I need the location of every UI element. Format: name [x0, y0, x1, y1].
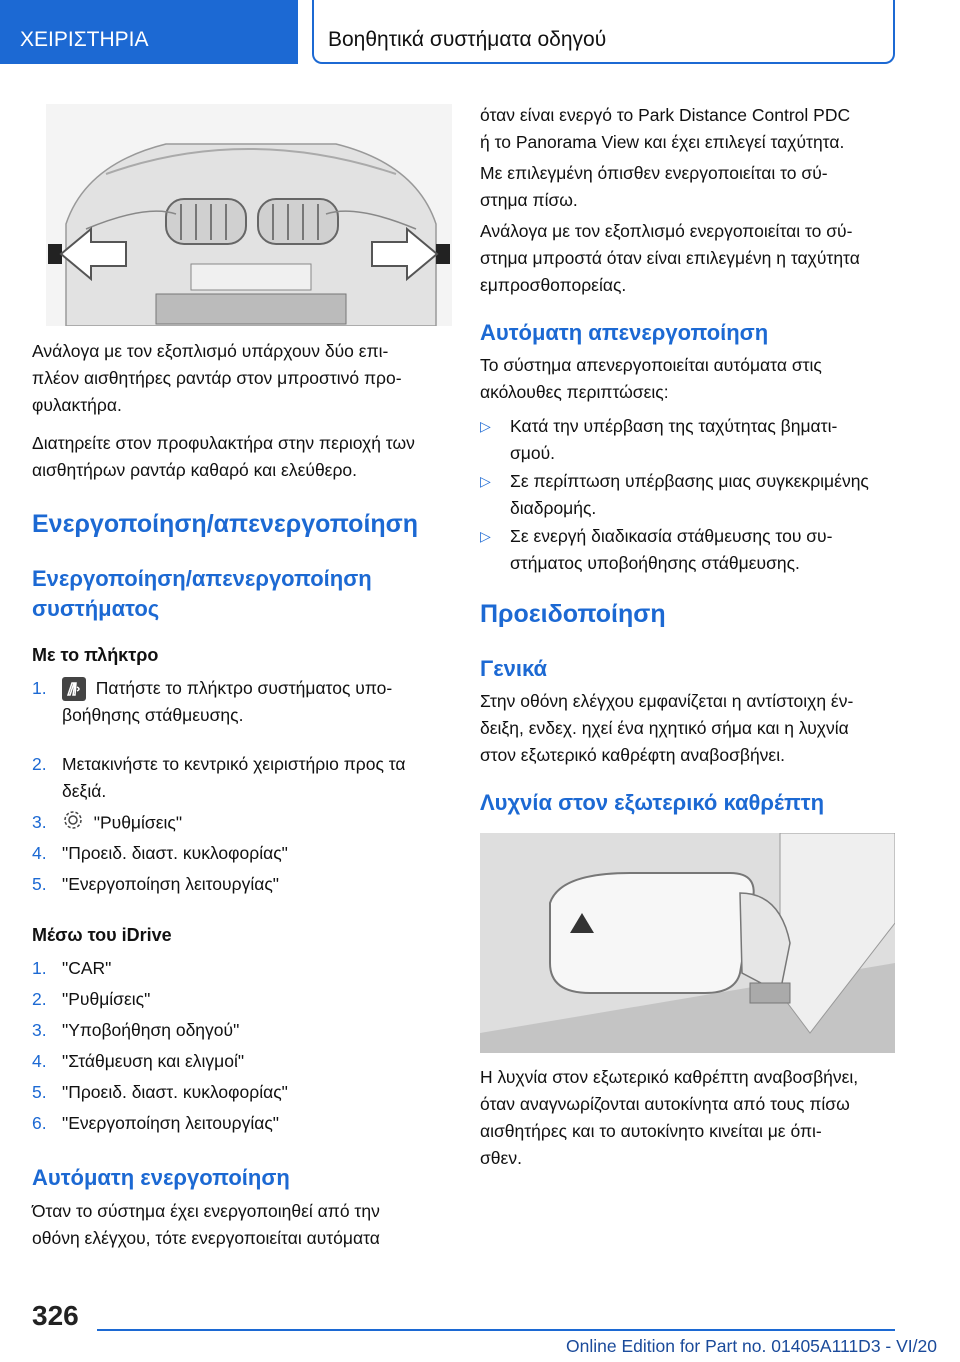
list-item: 4. "Στάθμευση και ελιγμοί"	[32, 1051, 245, 1071]
paragraph-keep-clean: Διατηρείτε στον προφυλακτήρα στην περιοχή των αισθητήρων ραντάρ καθαρό και ελεύθερο.	[32, 433, 415, 480]
heading-activation: Ενεργοποίηση/απενεργοποίηση	[32, 510, 419, 538]
list-item: 3. "Ρυθμίσεις"	[32, 809, 447, 839]
list-item: 5. "Προειδ. διαστ. κυκλοφορίας"	[32, 1082, 288, 1102]
paragraph-mirror-light: Η λυχνία στον εξωτερικό καθρέπτη αναβοσβήνει, όταν αναγνωρίζονται αυτοκίνητα από τους πίσω αισθητήρες και το αυτοκίνητο κινείται με όπι- σθεν.	[480, 1067, 859, 1168]
heading-auto-activation: Αυτόματη ενεργοποίηση	[32, 1165, 290, 1190]
list-item: 4. "Προειδ. διαστ. κυκλοφορίας"	[32, 843, 288, 863]
triangle-right-icon: ▷	[480, 528, 491, 544]
list-item: 3. "Υποβοήθηση οδηγού"	[32, 1020, 240, 1040]
paragraph-pdc: όταν είναι ενεργό το Park Distance Control PDC ή το Panorama View και έχει επιλεγεί ταχύτητα.	[480, 105, 851, 152]
heading-system-activation: Ενεργοποίηση/απενεργοποίηση συστήματος	[32, 566, 372, 621]
paragraph-radar-sensors: Ανάλογα με τον εξοπλισμό υπάρχουν δύο επι- πλέον αισθητήρες ραντάρ στον μπροστινό προ- φυλακτήρα.	[32, 341, 402, 415]
parking-assist-button-icon	[62, 677, 86, 701]
gear-icon	[62, 809, 84, 839]
heading-via-idrive: Μέσω του iDrive	[32, 925, 172, 945]
paragraph-general: Στην οθόνη ελέγχου εμφανίζεται η αντίστοιχη έν- δειξη, ενδεχ. ηχεί ένα ηχητικό σήμα και η λυχνία στον εξωτερικό καθρέφτη αναβοσβήνει.	[480, 691, 854, 765]
heading-warning: Προειδοποίηση	[480, 600, 666, 628]
chapter-tab	[312, 0, 895, 64]
heading-general: Γενικά	[480, 656, 548, 681]
list-item: 2. Μετακινήστε το κεντρικό χειριστήριο προς τα δεξιά.	[32, 754, 406, 801]
section-title: ΧΕΙΡΙΣΤΗΡΙΑ	[20, 28, 149, 51]
page-number: 326	[32, 1300, 79, 1331]
heading-by-button: Με το πλήκτρο	[32, 645, 159, 665]
list-item: 1. Πατήστε το πλήκτρο συστήματος υπο- βοήθησης στάθμευσης.	[32, 678, 393, 725]
section-tab	[0, 0, 298, 64]
paragraph-front: Ανάλογα με τον εξοπλισμό ενεργοποιείται το σύ- στημα μπροστά όταν είναι επιλεγμένη η ταχύτητα εμπροσθοπορείας.	[480, 221, 860, 295]
heading-auto-deactivation: Αυτόματη απενεργοποίηση	[480, 320, 769, 345]
footer-edition: Online Edition for Part no. 01405A111D3 - VI/20	[566, 1336, 937, 1356]
list-item: 1. "CAR"	[32, 958, 112, 978]
heading-mirror-light: Λυχνία στον εξωτερικό καθρέπτη	[480, 790, 825, 815]
paragraph-deactivation: Το σύστημα απενεργοποιείται αυτόματα στις ακόλουθες περιπτώσεις:	[480, 355, 822, 402]
side-mirror-illustration	[480, 833, 895, 1053]
footer-divider	[97, 1329, 895, 1331]
list-item: 2. "Ρυθμίσεις"	[32, 989, 151, 1009]
triangle-right-icon: ▷	[480, 418, 491, 434]
list-item: 6. "Ενεργοποίηση λειτουργίας"	[32, 1113, 279, 1133]
car-front-bumper-illustration	[46, 104, 452, 326]
chapter-title: Βοηθητικά συστήματα οδηγού	[328, 28, 607, 51]
paragraph-auto-activation: Όταν το σύστημα έχει ενεργοποιηθεί από την οθόνη ελέγχου, τότε ενεργοποιείται αυτόματα	[32, 1201, 380, 1248]
list-item: 5. "Ενεργοποίηση λειτουργίας"	[32, 874, 279, 894]
paragraph-reverse: Με επιλεγμένη όπισθεν ενεργοποιείται το σύ- στημα πίσω.	[480, 163, 828, 210]
triangle-right-icon: ▷	[480, 473, 491, 489]
